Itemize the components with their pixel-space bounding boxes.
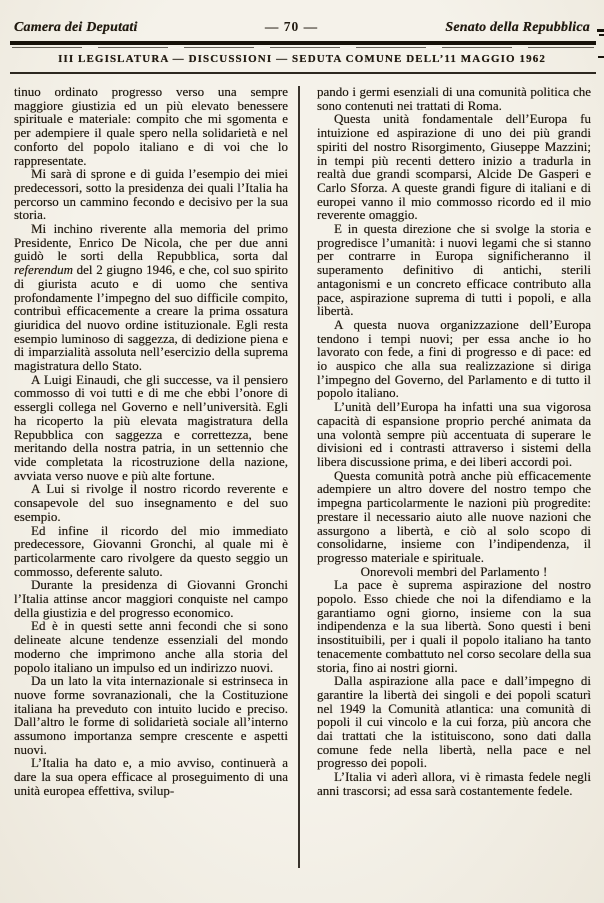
paragraph xyxy=(14,373,288,483)
text-run: Durante la presidenza di Giovanni Gronchi l’Italia attinse ancor maggiori conquiste nel campo della giustizia e del progresso economico. xyxy=(14,577,288,620)
paragraph xyxy=(14,167,288,222)
text-run: Mi inchino riverente alla memoria del primo Presidente, Enrico De Nicola, che per due anni guidò le sorti della Repubblica, sorta dal xyxy=(14,221,288,264)
text-run: Questa unità fondamentale dell’Europa fu intuizione ed aspirazione di uno dei più grandi spiriti del nostro Risorgimento, Giuseppe Mazzini; in tempi più recenti dettero inizio a tradurla in realtà due grandi scomparsi, Alcide De Gasperi e Carlo Sforza. A queste grandi figure di italiani e di europei vanno il mio commosso ricordo ed il mio reverente omaggio. xyxy=(317,111,591,223)
text-run: Ed è in questi sette anni fecondi che si sono delineate alcune tendenze essenziali del mondo moderno che imprimono anche alla storia del popolo italiano un impulso ed un indirizzo nuovi. xyxy=(14,618,288,675)
scan-artifact xyxy=(599,34,604,36)
text-run: del 2 giugno 1946, e che, col suo spirito di giurista acuto e di uomo che sentiva profondamente l’impegno del suo difficile compito, contribuì efficacemente a creare la prima ossatura giuridica del nuovo ordine istituzionale. Egli resta esempio luminoso di saggezza, di dedizione piena e di imparzialità assoluta nell’esercizio della suprema magistratura dello Stato. xyxy=(14,262,288,374)
text-run: L’Italia vi aderì allora, vi è rimasta fedele negli anni trascorsi; ad essa sarà costantemente fedele. xyxy=(317,769,591,798)
text-run: Questa comunità potrà anche più efficacemente adempiere un altro dovere del nostro tempo che impegna particolarmente le nazioni più progredite: prestare il necessario aiuto alle nuove nazioni che assurgono a libertà, e ciò al solo scopo di consolidarne, insieme con l’indipendenza, il progresso materiale e spirituale. xyxy=(317,467,591,565)
paragraph xyxy=(317,674,591,770)
paragraph xyxy=(317,222,591,318)
text-run: tinuo ordinato progresso verso una sempre maggiore giustizia ed un più elevato benessere spirituale e materiale: compito che mi sgomenta e per adempiere il quale spero nella solidarietà e nel conforto del popolo italiano e di voi che lo rappresentate. xyxy=(14,85,288,168)
text-run: Onorevoli membri del Parlamento ! xyxy=(360,563,548,579)
header-rule-thin xyxy=(10,72,596,74)
text-run: L’Italia ha dato e, a mio avviso, continuerà a dare la sua opera efficace al proseguimento di una unità europea effettiva, svilup- xyxy=(14,755,288,798)
paragraph xyxy=(317,770,591,797)
text-run: A questa nuova organizzazione dell’Europa tendono i tempi nuovi; per essa anche io ho lavorato con fede, a fini di progresso e di pace: ed io auspico che alla sua realizzazione si diriga l’impegno del Governo, del Parlamento e di tutto il popolo italiano. xyxy=(317,316,591,401)
paragraph xyxy=(317,565,591,579)
text-run: Mi sarà di sprone e di guida l’esempio dei miei predecessori, sotto la presidenza dei quali l’Italia ha percorso un cammino fecondo e decisivo per la sua storia. xyxy=(14,166,288,223)
text-run: A Lui si rivolge il nostro ricordo reverente e consapevole del suo insegnamento e del suo esempio. xyxy=(14,481,288,524)
paragraph xyxy=(14,222,288,373)
text-run: pando i germi esenziali di una comunità politica che sono contenuti nei trattati di Roma. xyxy=(317,85,591,113)
header-rule-thick xyxy=(10,41,596,45)
paragraph xyxy=(14,578,288,619)
paragraph xyxy=(14,619,288,674)
text-run: Da un lato la vita internazionale si estrinseca in nuove forme sovranazionali, che la Costituzione italiana ha preveduto con intuito lucido e preciso. Dall’altro le forme di solidarietà sociale all’interno assumono importanza sempre crescente e aspetti nuovi. xyxy=(14,673,288,757)
paragraph xyxy=(14,482,288,523)
left-column xyxy=(14,85,288,893)
text-run: L’unità dell’Europa ha infatti una sua vigorosa capacità di espansione proprio perché animata da una volontà sempre più accentuata di superare le divisioni ed i contrasti attraverso i sistemi della libera discussione prima, e dei liberi accordi poi. xyxy=(317,399,591,469)
paragraph xyxy=(317,469,591,565)
paragraph xyxy=(317,85,591,112)
paragraph xyxy=(14,674,288,756)
paragraph xyxy=(317,112,591,222)
paragraph xyxy=(317,578,591,674)
text-run: E in questa direzione che si svolge la storia e progredisce l’umanità: i nuovi legami che si stanno per contrarre in Europa significheranno il superamento definitivo di antichi, sterili antagonismi e un concreto efficace contributo alla pace, aspirazione suprema di tutti i popoli, e alla libertà. xyxy=(317,221,591,319)
running-header xyxy=(14,19,590,36)
text-columns xyxy=(14,85,591,893)
paragraph xyxy=(317,318,591,400)
paragraph xyxy=(317,400,591,469)
text-run: Ed infine il ricordo del mio immediato predecessore, Giovanni Gronchi, al quale mi è particolarmente caro rivolgere da questo seggio un commosso, deferente saluto. xyxy=(14,522,288,579)
text-run: La pace è suprema aspirazione del nostro popolo. Esso chiede che noi la difendiamo e la garantiamo ogni giorno, insieme con la sua indipendenza e la sua libertà. Sono questi i beni insostituibili, per i quali il popolo italiano ha tanto tenacemente combattuto nel corso secolare della sua storia, fino ai nostri giorni. xyxy=(317,577,591,675)
page-number: — 70 — xyxy=(264,19,319,34)
scan-artifact xyxy=(598,56,604,58)
paragraph xyxy=(14,756,288,797)
italic-term: referendum xyxy=(14,262,73,278)
paragraph xyxy=(14,524,288,579)
paragraph xyxy=(14,85,288,167)
column-divider-rule xyxy=(298,86,300,868)
session-title-line: III LEGISLATURA — DISCUSSIONI — SEDUTA COMUNE DELL’11 MAGGIO 1962 xyxy=(58,53,546,65)
scan-artifact xyxy=(597,29,604,32)
text-run: A Luigi Einaudi, che gli successe, va il pensiero commosso di voi tutti e di me che ebbi l’onore di essergli collega nel Governo e nell’università. Egli ha ricoperto la più elevata magistratura della Repubblica con saggezza e correttezza, bene meritando della nostra patria, in un settennio che vide completata la ricostruzione della nazione, avviata verso nuove e più alte fortune. xyxy=(14,371,288,483)
header-right-title: Senato della Repubblica xyxy=(445,20,590,35)
text-run: Dalla aspirazione alla pace e dall’impegno di garantire la libertà dei singoli e dei popoli scaturì nel 1949 la Comunità atlantica: una comunità di popoli il cui vincolo e la cui forza, più ancora che dai trattati che la istituiscono, sono dati dalla comune fede nella libertà, nella pace e nel progresso dei popoli. xyxy=(317,673,591,771)
right-column xyxy=(317,85,591,893)
header-left-title: Camera dei Deputati xyxy=(14,20,138,35)
